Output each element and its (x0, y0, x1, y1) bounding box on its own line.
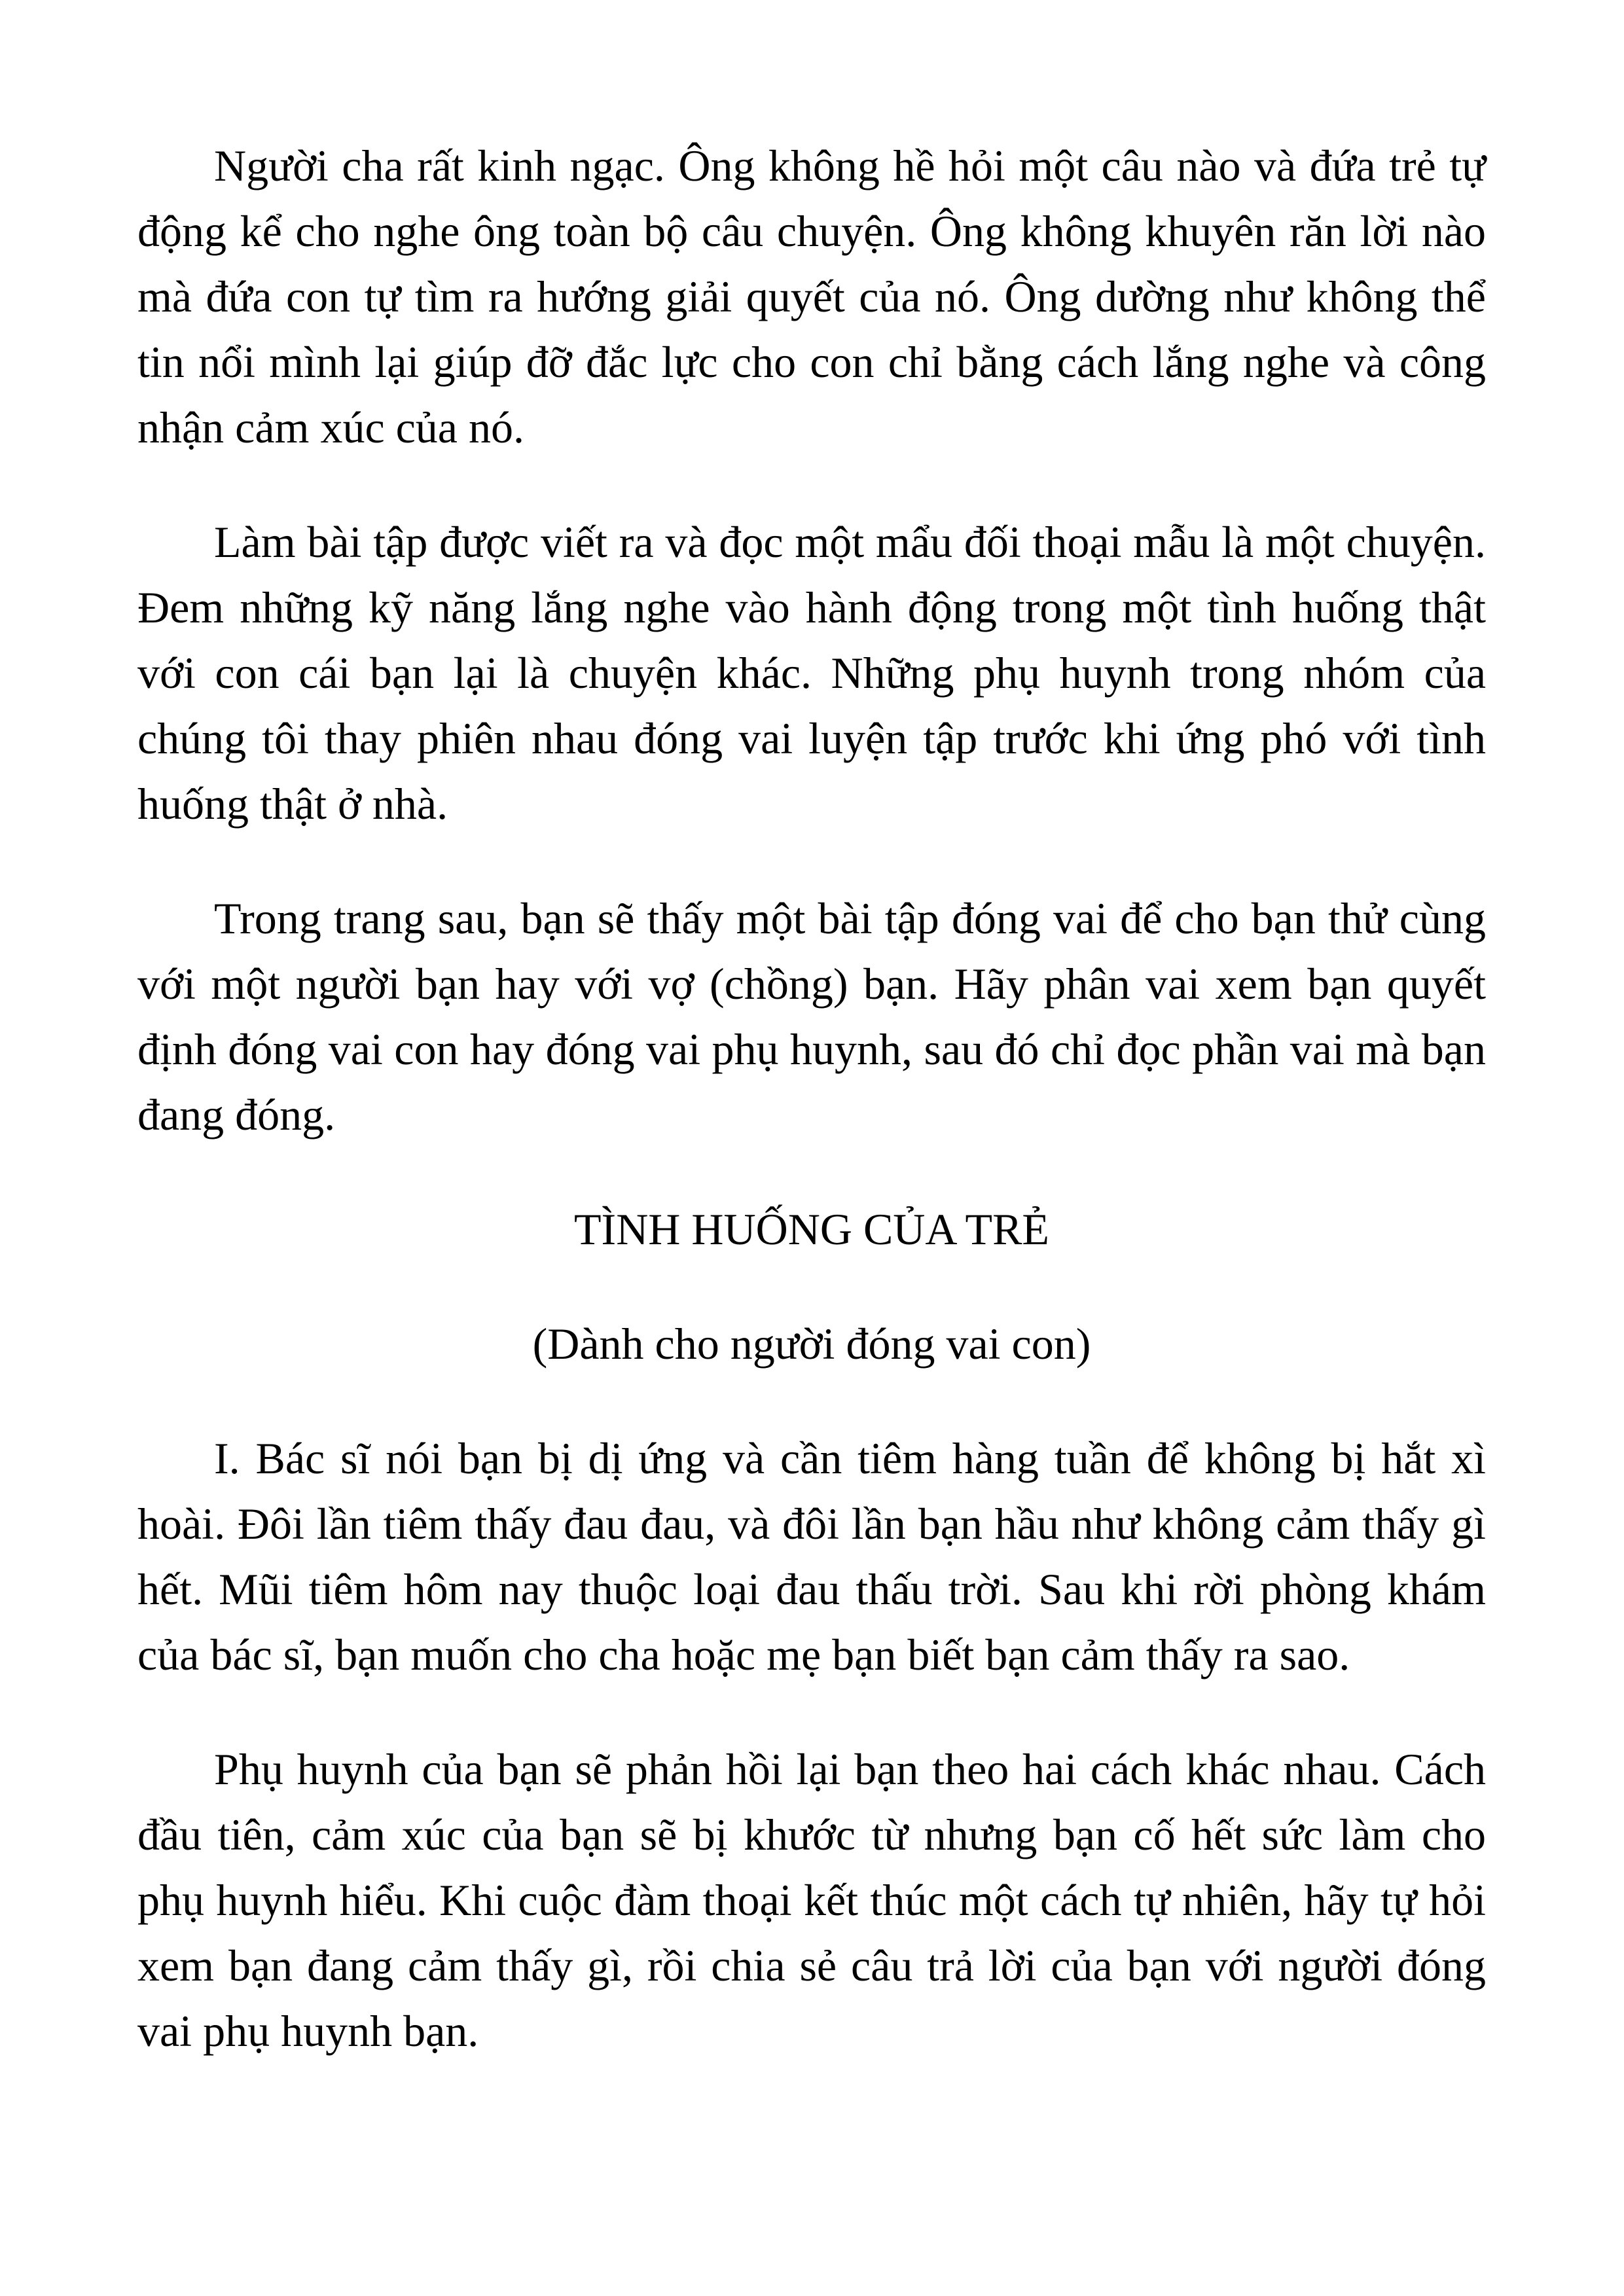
paragraph-roleplay-instructions: Trong trang sau, bạn sẽ thấy một bài tập đóng vai để cho bạn thử cùng với một người bạn hay với vợ (chồng) bạn. Hãy phân vai xem bạn quyết định đóng vai con hay đóng vai phụ huynh, sau đó chỉ đọc phần vai mà bạn đang đóng. (137, 893, 1486, 1139)
paragraph-practice-roleplay: Làm bài tập được viết ra và đọc một mẩu đối thoại mẫu là một chuyện. Đem những kỹ năng lắng nghe vào hành động trong một tình huống thật với con cái bạn lại là chuyện khác. Những phụ huynh trong nhóm của chúng tôi thay phiên nhau đóng vai luyện tập trước khi ứng phó với tình huống thật ở nhà. (137, 517, 1486, 829)
section-subheading: (Dành cho người đóng vai con) (532, 1319, 1091, 1369)
paragraph-father-amazed: Người cha rất kinh ngạc. Ông không hề hỏi một câu nào và đứa trẻ tự động kể cho nghe ông toàn bộ câu chuyện. Ông không khuyên răn lời nào mà đứa con tự tìm ra hướng giải quyết của nó. Ông dường như không thể tin nổi mình lại giúp đỡ đắc lực cho con chỉ bằng cách lắng nghe và công nhận cảm xúc của nó. (137, 141, 1486, 452)
document-page (137, 133, 1486, 2064)
section-heading: TÌNH HUỐNG CỦA TRẺ (574, 1204, 1049, 1254)
paragraph-parent-responses: Phụ huynh của bạn sẽ phản hồi lại bạn theo hai cách khác nhau. Cách đầu tiên, cảm xúc của bạn sẽ bị khước từ nhưng bạn cố hết sức làm cho phụ huynh hiểu. Khi cuộc đàm thoại kết thúc một cách tự nhiên, hãy tự hỏi xem bạn đang cảm thấy gì, rồi chia sẻ câu trả lời của bạn với người đóng vai phụ huynh bạn. (137, 1744, 1486, 2056)
paragraph-scenario-allergy-shot: I. Bác sĩ nói bạn bị dị ứng và cần tiêm hàng tuần để không bị hắt xì hoài. Đôi lần tiêm thấy đau đau, và đôi lần bạn hầu như không cảm thấy gì hết. Mũi tiêm hôm nay thuộc loại đau thấu trời. Sau khi rời phòng khám của bác sĩ, bạn muốn cho cha hoặc mẹ bạn biết bạn cảm thấy ra sao. (137, 1433, 1486, 1679)
